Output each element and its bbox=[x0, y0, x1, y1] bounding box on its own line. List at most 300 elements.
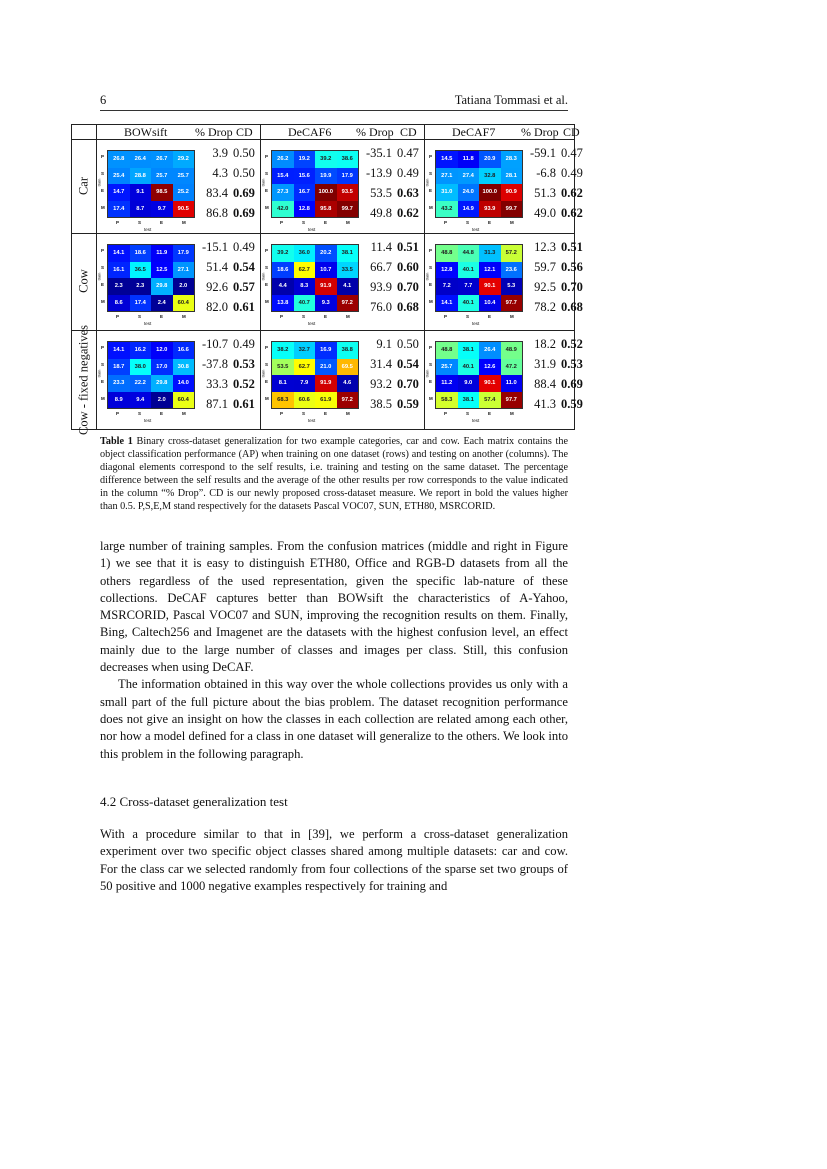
drop-value: 11.4 bbox=[370, 240, 392, 254]
matrix-cell: 12.6 bbox=[479, 359, 501, 376]
drop-value: 93.2 bbox=[370, 377, 392, 391]
matrix-cell: 19.9 bbox=[315, 168, 337, 185]
drop-value: 31.9 bbox=[534, 357, 556, 371]
matrix-cell: 27.3 bbox=[272, 184, 294, 201]
matrix-col-letter: E bbox=[160, 411, 164, 416]
matrix-cell: 43.2 bbox=[436, 201, 458, 218]
matrix-cell: 12.5 bbox=[151, 262, 173, 279]
drop-value: 78.2 bbox=[534, 300, 556, 314]
matrix-cell: 18.6 bbox=[272, 262, 294, 279]
drop-value: 33.3 bbox=[206, 377, 228, 391]
matrix-row-letter: S bbox=[101, 265, 105, 270]
matrix-cell: 10.4 bbox=[479, 295, 501, 312]
running-header-author: Tatiana Tommasi et al. bbox=[454, 93, 568, 107]
cd-value: 0.49 bbox=[233, 337, 255, 351]
matrix-col-letter: E bbox=[488, 220, 492, 225]
matrix-cell: 11.0 bbox=[501, 375, 523, 392]
matrix-cell: 27.4 bbox=[458, 168, 480, 185]
matrix-cell: 100.0 bbox=[479, 184, 501, 201]
matrix-cell: 93.9 bbox=[479, 201, 501, 218]
cd-value: 0.47 bbox=[561, 146, 583, 160]
matrix-cell: 17.4 bbox=[130, 295, 152, 312]
drop-value: -37.8 bbox=[201, 357, 228, 371]
matrix-row-letter: P bbox=[101, 248, 105, 253]
drop-value: 76.0 bbox=[370, 300, 392, 314]
cd-value: 0.63 bbox=[397, 186, 419, 200]
matrix-cell: 26.4 bbox=[130, 151, 152, 168]
matrix-col-letter: M bbox=[510, 314, 514, 319]
matrix-cell: 47.2 bbox=[501, 359, 523, 376]
matrix-cell: 2.3 bbox=[130, 278, 152, 295]
page-number: 6 bbox=[100, 93, 107, 107]
col-header-cd: CD bbox=[236, 125, 253, 139]
matrix-cell: 48.8 bbox=[436, 342, 458, 359]
matrix-row-letter: E bbox=[429, 282, 433, 287]
drop-value: 49.0 bbox=[534, 206, 556, 220]
matrix-cell: 16.1 bbox=[108, 262, 130, 279]
matrix-row-letter: E bbox=[429, 379, 433, 384]
cd-value: 0.62 bbox=[561, 206, 583, 220]
cd-value: 0.69 bbox=[233, 206, 255, 220]
matrix-cell: 33.5 bbox=[337, 262, 359, 279]
matrix-cell: 14.9 bbox=[458, 201, 480, 218]
drop-value: 12.3 bbox=[534, 240, 556, 254]
col-header-cd: CD bbox=[563, 125, 580, 139]
cd-value: 0.50 bbox=[397, 337, 419, 351]
row-label-cow: Cow bbox=[76, 269, 91, 293]
matrix-y-label: train bbox=[424, 369, 430, 378]
matrix-row-letter: E bbox=[265, 379, 269, 384]
matrix-cell: 38.6 bbox=[337, 151, 359, 168]
matrix-cell: 28.3 bbox=[501, 151, 523, 168]
matrix-cell: 97.7 bbox=[501, 392, 523, 409]
drop-value: 82.0 bbox=[206, 300, 228, 314]
matrix-cell: 15.4 bbox=[272, 168, 294, 185]
drop-value: 38.5 bbox=[370, 397, 392, 411]
cd-value: 0.51 bbox=[397, 240, 419, 254]
cd-value: 0.61 bbox=[233, 300, 255, 314]
matrix-col-letter: E bbox=[488, 314, 492, 319]
matrix-col-letter: P bbox=[444, 220, 448, 225]
cd-value: 0.61 bbox=[233, 397, 255, 411]
cd-value: 0.56 bbox=[561, 260, 583, 274]
matrix-cell: 2.0 bbox=[173, 278, 195, 295]
matrix-cell: 97.7 bbox=[501, 295, 523, 312]
matrix-col-letter: S bbox=[302, 220, 306, 225]
matrix-cell: 29.8 bbox=[151, 375, 173, 392]
cd-value: 0.59 bbox=[561, 397, 583, 411]
cd-value: 0.52 bbox=[233, 377, 255, 391]
matrix-cell: 18.7 bbox=[108, 359, 130, 376]
matrix-cell: 14.7 bbox=[108, 184, 130, 201]
cd-value: 0.53 bbox=[233, 357, 255, 371]
matrix-cell: 11.8 bbox=[458, 151, 480, 168]
matrix-cell: 90.9 bbox=[501, 184, 523, 201]
matrix-row-letter: M bbox=[265, 299, 269, 304]
matrix-cell: 17.9 bbox=[337, 168, 359, 185]
matrix-row-letter: P bbox=[101, 345, 105, 350]
matrix-col-letter: P bbox=[280, 411, 284, 416]
matrix-cell: 12.0 bbox=[151, 342, 173, 359]
matrix-grid bbox=[271, 341, 359, 409]
matrix-cell: 36.5 bbox=[130, 262, 152, 279]
matrix-col-letter: S bbox=[466, 314, 470, 319]
matrix-cell: 38.0 bbox=[130, 359, 152, 376]
matrix-cell: 29.8 bbox=[151, 278, 173, 295]
matrix-y-label: train bbox=[96, 369, 102, 378]
matrix-cell: 2.3 bbox=[108, 278, 130, 295]
col-header-feature: DeCAF7 bbox=[452, 125, 496, 139]
matrix-y-label: train bbox=[424, 272, 430, 281]
matrix-cell: 24.0 bbox=[458, 184, 480, 201]
matrix-row-letter: S bbox=[101, 171, 105, 176]
cd-value: 0.70 bbox=[561, 280, 583, 294]
matrix-col-letter: E bbox=[488, 411, 492, 416]
drop-value: 86.8 bbox=[206, 206, 228, 220]
matrix-row-letter: M bbox=[101, 205, 105, 210]
matrix-cell: 12.1 bbox=[479, 262, 501, 279]
col-header-feature: DeCAF6 bbox=[288, 125, 332, 139]
matrix-cell: 10.7 bbox=[315, 262, 337, 279]
matrix-cell: 99.7 bbox=[501, 201, 523, 218]
drop-value: 88.4 bbox=[534, 377, 556, 391]
drop-value: 41.3 bbox=[534, 397, 556, 411]
matrix-cell: 2.4 bbox=[151, 295, 173, 312]
cd-value: 0.50 bbox=[233, 166, 255, 180]
matrix-col-letter: M bbox=[182, 411, 186, 416]
matrix-col-letter: P bbox=[280, 220, 284, 225]
matrix-cell: 25.2 bbox=[173, 184, 195, 201]
cd-value: 0.68 bbox=[397, 300, 419, 314]
drop-value: 3.9 bbox=[212, 146, 228, 160]
matrix-row-letter: M bbox=[101, 299, 105, 304]
col-header-drop: % Drop bbox=[521, 125, 559, 139]
matrix-cell: 38.8 bbox=[337, 342, 359, 359]
drop-value: 59.7 bbox=[534, 260, 556, 274]
matrix-row-letter: M bbox=[265, 396, 269, 401]
matrix-row-letter: M bbox=[429, 299, 433, 304]
matrix-cell: 60.4 bbox=[173, 295, 195, 312]
matrix-cell: 48.9 bbox=[501, 342, 523, 359]
matrix-x-label: test bbox=[472, 321, 480, 326]
matrix-row-letter: S bbox=[429, 362, 433, 367]
matrix-cell: 36.0 bbox=[294, 245, 316, 262]
matrix-col-letter: S bbox=[138, 220, 142, 225]
matrix-cell: 90.1 bbox=[479, 375, 501, 392]
matrix-col-letter: M bbox=[346, 411, 350, 416]
matrix-col-letter: S bbox=[138, 314, 142, 319]
cd-value: 0.52 bbox=[561, 337, 583, 351]
matrix-x-label: test bbox=[144, 321, 152, 326]
matrix-cell: 97.2 bbox=[337, 295, 359, 312]
matrix-grid bbox=[271, 150, 359, 218]
matrix-row-letter: S bbox=[265, 265, 269, 270]
table-caption bbox=[100, 436, 568, 513]
matrix-col-letter: M bbox=[510, 220, 514, 225]
matrix-cell: 32.8 bbox=[479, 168, 501, 185]
cd-value: 0.54 bbox=[233, 260, 255, 274]
cd-value: 0.49 bbox=[233, 240, 255, 254]
matrix-cell: 14.1 bbox=[108, 342, 130, 359]
drop-value: 83.4 bbox=[206, 186, 228, 200]
matrix-cell: 7.2 bbox=[436, 278, 458, 295]
matrix-row-letter: S bbox=[265, 362, 269, 367]
matrix-row-letter: E bbox=[265, 188, 269, 193]
matrix-cell: 8.6 bbox=[108, 295, 130, 312]
matrix-cell: 60.6 bbox=[294, 392, 316, 409]
matrix-cell: 31.3 bbox=[479, 245, 501, 262]
drop-value: 53.5 bbox=[370, 186, 392, 200]
cd-value: 0.70 bbox=[397, 377, 419, 391]
matrix-cell: 13.8 bbox=[272, 295, 294, 312]
matrix-cell: 25.7 bbox=[151, 168, 173, 185]
drop-value: 18.2 bbox=[534, 337, 556, 351]
body-paragraph bbox=[100, 538, 568, 763]
matrix-col-letter: S bbox=[302, 411, 306, 416]
matrix-cell: 7.7 bbox=[458, 278, 480, 295]
matrix-y-label: train bbox=[260, 272, 266, 281]
matrix-col-letter: P bbox=[444, 314, 448, 319]
matrix-col-letter: S bbox=[466, 220, 470, 225]
cd-value: 0.69 bbox=[561, 377, 583, 391]
matrix-cell: 39.2 bbox=[272, 245, 294, 262]
matrix-col-letter: E bbox=[324, 314, 328, 319]
matrix-col-letter: P bbox=[116, 411, 120, 416]
matrix-row-letter: S bbox=[429, 171, 433, 176]
matrix-cell: 25.7 bbox=[436, 359, 458, 376]
matrix-col-letter: E bbox=[160, 314, 164, 319]
matrix-cell: 2.0 bbox=[151, 392, 173, 409]
matrix-cell: 40.1 bbox=[458, 295, 480, 312]
matrix-cell: 62.7 bbox=[294, 359, 316, 376]
drop-value: 66.7 bbox=[370, 260, 392, 274]
row-label-car: Car bbox=[76, 176, 91, 196]
drop-value: 9.1 bbox=[376, 337, 392, 351]
drop-value: 93.9 bbox=[370, 280, 392, 294]
matrix-cell: 26.4 bbox=[479, 342, 501, 359]
matrix-row-letter: E bbox=[101, 379, 105, 384]
matrix-col-letter: P bbox=[116, 314, 120, 319]
drop-value: 31.4 bbox=[370, 357, 392, 371]
paragraph-3: With a procedure similar to that in [39], we perform a cross-dataset generalization experiment over two specific object classes shared among multiple datasets: car and cow. For the class car we selected randomly from four collections of the sparse set two groups of 50 positive and 1000 negative examples respectively for training and bbox=[100, 827, 568, 893]
drop-value: -10.7 bbox=[201, 337, 228, 351]
matrix-grid bbox=[435, 341, 523, 409]
matrix-row-letter: M bbox=[101, 396, 105, 401]
matrix-row-letter: S bbox=[429, 265, 433, 270]
matrix-row-letter: P bbox=[265, 248, 269, 253]
matrix-cell: 40.1 bbox=[458, 359, 480, 376]
drop-value: 4.3 bbox=[212, 166, 228, 180]
matrix-cell: 16.6 bbox=[173, 342, 195, 359]
matrix-cell: 19.2 bbox=[294, 151, 316, 168]
caption-text: Binary cross-dataset generalization for two example categories, car and cow. Each matrix contains the object classification performance (AP) when training on one dataset (rows) and testing on another (columns). The diagonal elements correspond to the self results, i.e. training and testing on the same dataset. The percentage difference between the self results and the average of the other results per row corresponds to the value indicated in the column “% Drop”. CD is our newly proposed cross-dataset measure. We report in bold the values higher than 0.5. P,S,E,M stand respectively for the datasets Pascal VOC07, SUN, ETH80, MSRCORID. bbox=[100, 436, 568, 512]
cd-value: 0.62 bbox=[561, 186, 583, 200]
matrix-cell: 4.4 bbox=[272, 278, 294, 295]
section-title: 4.2 Cross-dataset generalization test bbox=[100, 794, 288, 809]
matrix-cell: 26.7 bbox=[151, 151, 173, 168]
drop-value: 87.1 bbox=[206, 397, 228, 411]
matrix-col-letter: M bbox=[510, 411, 514, 416]
matrix-cell: 38.1 bbox=[458, 342, 480, 359]
col-header-drop: % Drop bbox=[195, 125, 233, 139]
matrix-cell: 18.6 bbox=[130, 245, 152, 262]
col-header-drop: % Drop bbox=[356, 125, 394, 139]
drop-value: 51.3 bbox=[534, 186, 556, 200]
cd-value: 0.69 bbox=[233, 186, 255, 200]
cd-value: 0.62 bbox=[397, 206, 419, 220]
paragraph-2: The information obtained in this way over the whole collections provides us only with a small part of the full picture about the bias problem. The dataset recognition performance does not give an insight on how the classes in each collection are related among each other, nor how a model defined for a class in one dataset will generalize to the others. We look into this problem in the following paragraph. bbox=[100, 677, 568, 761]
matrix-cell: 7.9 bbox=[294, 375, 316, 392]
matrix-cell: 9.0 bbox=[458, 375, 480, 392]
matrix-row-letter: P bbox=[429, 248, 433, 253]
matrix-x-label: test bbox=[472, 227, 480, 232]
drop-value: -13.9 bbox=[365, 166, 392, 180]
matrix-cell: 8.3 bbox=[294, 278, 316, 295]
cd-value: 0.68 bbox=[561, 300, 583, 314]
cd-value: 0.53 bbox=[561, 357, 583, 371]
cd-value: 0.51 bbox=[561, 240, 583, 254]
matrix-cell: 9.7 bbox=[151, 201, 173, 218]
col-header-cd: CD bbox=[400, 125, 417, 139]
matrix-cell: 8.9 bbox=[108, 392, 130, 409]
matrix-cell: 27.1 bbox=[436, 168, 458, 185]
matrix-col-letter: M bbox=[346, 220, 350, 225]
matrix-y-label: train bbox=[260, 369, 266, 378]
matrix-cell: 11.2 bbox=[436, 375, 458, 392]
header-rule bbox=[100, 110, 568, 111]
cd-value: 0.60 bbox=[397, 260, 419, 274]
matrix-cell: 68.3 bbox=[272, 392, 294, 409]
matrix-cell: 91.9 bbox=[315, 278, 337, 295]
matrix-cell: 69.5 bbox=[337, 359, 359, 376]
matrix-cell: 25.4 bbox=[108, 168, 130, 185]
caption-label: Table 1 bbox=[100, 436, 133, 447]
matrix-row-letter: P bbox=[101, 154, 105, 159]
matrix-cell: 98.5 bbox=[151, 184, 173, 201]
drop-value: -15.1 bbox=[201, 240, 228, 254]
matrix-cell: 22.2 bbox=[130, 375, 152, 392]
matrix-cell: 17.4 bbox=[108, 201, 130, 218]
matrix-col-letter: E bbox=[324, 411, 328, 416]
matrix-grid bbox=[435, 244, 523, 312]
matrix-cell: 23.6 bbox=[501, 262, 523, 279]
matrix-row-letter: E bbox=[265, 282, 269, 287]
matrix-x-label: test bbox=[308, 418, 316, 423]
matrix-row-letter: S bbox=[265, 171, 269, 176]
matrix-cell: 32.7 bbox=[294, 342, 316, 359]
matrix-cell: 8.7 bbox=[130, 201, 152, 218]
matrix-col-letter: P bbox=[280, 314, 284, 319]
matrix-row-letter: E bbox=[429, 188, 433, 193]
matrix-x-label: test bbox=[308, 227, 316, 232]
matrix-y-label: train bbox=[424, 178, 430, 187]
matrix-cell: 12.8 bbox=[436, 262, 458, 279]
matrix-row-letter: M bbox=[429, 396, 433, 401]
matrix-row-letter: M bbox=[265, 205, 269, 210]
matrix-col-letter: M bbox=[182, 220, 186, 225]
matrix-x-label: test bbox=[308, 321, 316, 326]
matrix-cell: 26.2 bbox=[272, 151, 294, 168]
matrix-cell: 57.2 bbox=[501, 245, 523, 262]
matrix-cell: 48.8 bbox=[436, 245, 458, 262]
matrix-cell: 38.1 bbox=[337, 245, 359, 262]
matrix-y-label: train bbox=[260, 178, 266, 187]
matrix-cell: 97.2 bbox=[337, 392, 359, 409]
matrix-cell: 29.2 bbox=[173, 151, 195, 168]
matrix-grid bbox=[107, 150, 195, 218]
matrix-y-label: train bbox=[96, 178, 102, 187]
matrix-cell: 25.7 bbox=[173, 168, 195, 185]
matrix-cell: 90.5 bbox=[173, 201, 195, 218]
matrix-cell: 14.0 bbox=[173, 375, 195, 392]
matrix-x-label: test bbox=[472, 418, 480, 423]
matrix-col-letter: S bbox=[466, 411, 470, 416]
matrix-row-letter: P bbox=[265, 345, 269, 350]
matrix-col-letter: S bbox=[302, 314, 306, 319]
cd-value: 0.59 bbox=[397, 397, 419, 411]
matrix-x-label: test bbox=[144, 418, 152, 423]
matrix-cell: 9.4 bbox=[130, 392, 152, 409]
drop-value: 92.6 bbox=[206, 280, 228, 294]
matrix-cell: 38.1 bbox=[458, 392, 480, 409]
matrix-cell: 17.0 bbox=[151, 359, 173, 376]
matrix-cell: 31.0 bbox=[436, 184, 458, 201]
matrix-cell: 58.3 bbox=[436, 392, 458, 409]
matrix-row-letter: P bbox=[429, 154, 433, 159]
cd-value: 0.49 bbox=[397, 166, 419, 180]
matrix-cell: 21.0 bbox=[315, 359, 337, 376]
matrix-cell: 95.8 bbox=[315, 201, 337, 218]
matrix-cell: 20.2 bbox=[315, 245, 337, 262]
matrix-cell: 99.7 bbox=[337, 201, 359, 218]
matrix-cell: 16.7 bbox=[294, 184, 316, 201]
drop-value: -35.1 bbox=[365, 146, 392, 160]
matrix-cell: 90.1 bbox=[479, 278, 501, 295]
matrix-cell: 60.4 bbox=[173, 392, 195, 409]
matrix-cell: 17.9 bbox=[173, 245, 195, 262]
matrix-cell: 9.1 bbox=[130, 184, 152, 201]
matrix-grid bbox=[107, 244, 195, 312]
matrix-cell: 44.8 bbox=[458, 245, 480, 262]
drop-value: 49.8 bbox=[370, 206, 392, 220]
matrix-cell: 30.8 bbox=[173, 359, 195, 376]
matrix-cell: 40.1 bbox=[458, 262, 480, 279]
results-table bbox=[71, 124, 583, 436]
matrix-x-label: test bbox=[144, 227, 152, 232]
cd-value: 0.50 bbox=[233, 146, 255, 160]
matrix-cell: 16.2 bbox=[130, 342, 152, 359]
matrix-cell: 28.8 bbox=[130, 168, 152, 185]
matrix-cell: 100.0 bbox=[315, 184, 337, 201]
cd-value: 0.54 bbox=[397, 357, 419, 371]
matrix-cell: 15.6 bbox=[294, 168, 316, 185]
matrix-col-letter: E bbox=[324, 220, 328, 225]
matrix-grid bbox=[107, 341, 195, 409]
matrix-col-letter: E bbox=[160, 220, 164, 225]
matrix-cell: 5.3 bbox=[501, 278, 523, 295]
cd-value: 0.70 bbox=[397, 280, 419, 294]
matrix-cell: 23.3 bbox=[108, 375, 130, 392]
col-header-feature: BOWsift bbox=[124, 125, 168, 139]
matrix-cell: 62.7 bbox=[294, 262, 316, 279]
matrix-cell: 93.5 bbox=[337, 184, 359, 201]
matrix-cell: 14.1 bbox=[108, 245, 130, 262]
matrix-cell: 42.0 bbox=[272, 201, 294, 218]
matrix-cell: 11.9 bbox=[151, 245, 173, 262]
matrix-cell: 39.2 bbox=[315, 151, 337, 168]
matrix-cell: 91.9 bbox=[315, 375, 337, 392]
paragraph-1: large number of training samples. From the confusion matrices (middle and right in Figure 1) we see that it is easy to distinguish ETH80, Office and RGB-D datasets from all the others regardless of the used representation, given the specific lab-nature of these collections. DeCAF captures better than BOWsift the characteristics of A-Yahoo, MSRCORID, Pascal VOC07 and SUN, improving the recognition results on them. Finally, Bing, Caltech256 and Imagenet are the datasets with the highest confusion level, an effect mainly due to the large number of classes and images per class. Still, this confusion decreases when using DeCAF. bbox=[100, 539, 568, 675]
